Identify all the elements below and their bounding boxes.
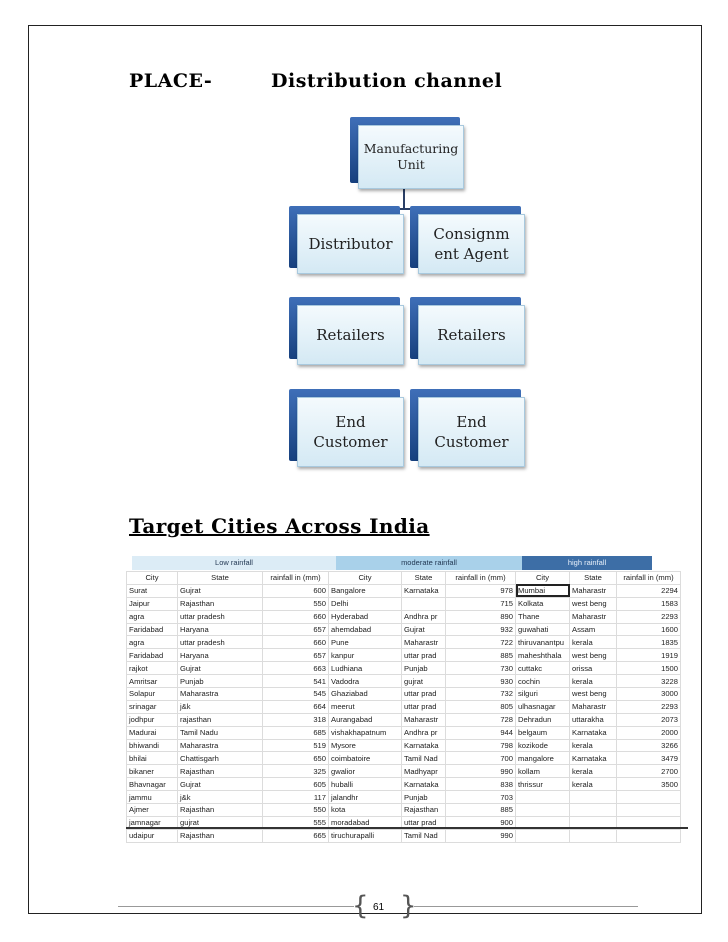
table-cell: Aurangabad [329,713,402,726]
table-cell: 885 [446,804,516,817]
table-cell: Pune [329,636,402,649]
table-cell: 2293 [617,700,681,713]
table-row [127,597,681,610]
table-cell: Gujrat [178,778,263,791]
table-cell: 550 [263,597,329,610]
table-cell: bhilai [127,752,178,765]
page-number: 61 [373,902,385,913]
table-row [127,610,681,623]
table-cell: orissa [570,662,617,675]
footer-left-bracket: { [352,891,369,921]
node-end-customer-right: End Customer [410,389,521,461]
table-cell: 555 [263,816,329,829]
table-cell: 932 [446,623,516,636]
table-cell: kerala [570,778,617,791]
table-cell: 3266 [617,739,681,752]
table-cell: bikaner [127,765,178,778]
table-cell: Ludhiana [329,662,402,675]
node-manufacturing-unit: Manufacturing Unit [350,117,460,183]
column-header: State [570,572,617,585]
table-row [127,765,681,778]
table-cell: uttar prad [402,816,446,829]
table-cell [402,597,446,610]
table-cell: 944 [446,726,516,739]
table-cell: kerala [570,765,617,778]
table-cell: 990 [446,765,516,778]
table-cell: Faridabad [127,649,178,662]
table-cell: ulhasnagar [516,700,570,713]
column-header: State [178,572,263,585]
table-cell: west beng [570,688,617,701]
table-row [127,726,681,739]
table-cell: 805 [446,700,516,713]
table-cell: 657 [263,623,329,636]
table-cell: 3000 [617,688,681,701]
table-cell: Karnataka [570,752,617,765]
table-cell: Mumbai [516,584,570,597]
table-cell: jamnagar [127,816,178,829]
table-cell: coimbatoire [329,752,402,765]
table-cell: gwalior [329,765,402,778]
table-cell: Maharastr [570,700,617,713]
table-cell: uttarakha [570,713,617,726]
table-row [127,778,681,791]
table-cell [570,829,617,842]
table-row [127,636,681,649]
table-cell: Haryana [178,623,263,636]
table-row [127,675,681,688]
table-cell: Punjab [402,662,446,675]
table-cell: 550 [263,804,329,817]
table-cell: Tamil Nadu [178,726,263,739]
table-row [127,752,681,765]
table-cell: vishakhapatnum [329,726,402,739]
table-cell: 2294 [617,584,681,597]
table-cell: 732 [446,688,516,701]
table-cell: Chattisgarh [178,752,263,765]
table-cell: gujrat [178,816,263,829]
table-cell: 1583 [617,597,681,610]
table-cell: Maharastra [178,688,263,701]
footer-line-left [118,906,354,907]
table-cell: 650 [263,752,329,765]
table-cell: uttar pradesh [178,610,263,623]
table-cell: 660 [263,636,329,649]
table-cell: agra [127,636,178,649]
table-cell: Rajasthan [178,765,263,778]
footer-line-right [414,906,638,907]
table-cell: 722 [446,636,516,649]
node-retailers-left: Retailers [289,297,400,359]
table-cell: 1835 [617,636,681,649]
table-cell: 117 [263,791,329,804]
band-moderate-rainfall: moderate rainfall [336,556,522,570]
table-cell: udaipur [127,829,178,842]
table-cell: meerut [329,700,402,713]
table-cell: Gujrat [178,662,263,675]
table-cell: Rajasthan [178,597,263,610]
table-cell: Jaipur [127,597,178,610]
table-cell: rajkot [127,662,178,675]
column-header: State [402,572,446,585]
table-cell: 600 [263,584,329,597]
table-cell: Delhi [329,597,402,610]
table-row [127,688,681,701]
table-cell: kerala [570,636,617,649]
table-cell: 1919 [617,649,681,662]
table-cell: Karnataka [402,739,446,752]
table-cell: kollam [516,765,570,778]
node-retailers-right: Retailers [410,297,521,359]
table-cell: Rajasthan [178,804,263,817]
table-cell: Surat [127,584,178,597]
table-cell: 930 [446,675,516,688]
table-cell: Tamil Nad [402,829,446,842]
column-header: City [127,572,178,585]
table-cell: uttar prad [402,700,446,713]
table-row [127,804,681,817]
table-cell: bhiwandi [127,739,178,752]
table-cell: 730 [446,662,516,675]
table-cell: Bangalore [329,584,402,597]
table-row [127,700,681,713]
table-cell: 2073 [617,713,681,726]
table-cell: 838 [446,778,516,791]
table-cell: west beng [570,597,617,610]
place-heading: PLACE- [129,70,213,92]
table-cell: belgaum [516,726,570,739]
table-cell [617,829,681,842]
table-cell: Haryana [178,649,263,662]
table-cell: Mysore [329,739,402,752]
column-header: rainfall in (mm) [617,572,681,585]
table-cell [516,791,570,804]
table-cell: 685 [263,726,329,739]
table-cell: silguri [516,688,570,701]
table-cell: Kolkata [516,597,570,610]
table-cell: 318 [263,713,329,726]
table-cell: Gujrat [178,584,263,597]
table-cell: 890 [446,610,516,623]
table-cell: Ghaziabad [329,688,402,701]
table-cell: Maharastr [402,636,446,649]
table-cell: 519 [263,739,329,752]
table-cell: jalandhr [329,791,402,804]
table-cell [570,791,617,804]
table-cell: Ajmer [127,804,178,817]
table-cell: Dehradun [516,713,570,726]
table-cell: 3479 [617,752,681,765]
table-cell: Solapur [127,688,178,701]
table-cell: Maharastr [570,584,617,597]
band-low-rainfall: Low rainfall [132,556,336,570]
table-cell: 978 [446,584,516,597]
table-cell: uttar prad [402,688,446,701]
table-cell: 3500 [617,778,681,791]
table-cell: 700 [446,752,516,765]
band-high-rainfall: high rainfall [522,556,652,570]
table-row [127,649,681,662]
table-cell: mangalore [516,752,570,765]
table-cell [516,804,570,817]
table-cell: j&k [178,700,263,713]
table-cell: agra [127,610,178,623]
column-header: City [329,572,402,585]
footer-right-bracket: } [400,891,417,921]
table-cell: west beng [570,649,617,662]
node-end-customer-left: End Customer [289,389,400,461]
table-cell: 1600 [617,623,681,636]
table-cell: Maharastra [178,739,263,752]
header-row [127,572,681,585]
table-cell: 2000 [617,726,681,739]
table-cell [516,829,570,842]
table-cell: 605 [263,778,329,791]
table-cell: cochin [516,675,570,688]
table-cell: kozikode [516,739,570,752]
node-distributor: Distributor [289,206,400,268]
table-cell: ahemdabad [329,623,402,636]
table-row [127,791,681,804]
table-row [127,739,681,752]
table-cell: 541 [263,675,329,688]
table-cell: 660 [263,610,329,623]
table-cell: Amritsar [127,675,178,688]
table-cell: cuttakc [516,662,570,675]
table-cell: 545 [263,688,329,701]
table-cell: j&k [178,791,263,804]
table-row [127,829,681,842]
table-cell: Hyderabad [329,610,402,623]
table-cell: 728 [446,713,516,726]
table-cell: kota [329,804,402,817]
table-cell: moradabad [329,816,402,829]
table-cell: 2700 [617,765,681,778]
table-cell: Madhyapr [402,765,446,778]
column-header: City [516,572,570,585]
table-cell: jammu [127,791,178,804]
table-cell: Maharastr [402,713,446,726]
table-cell: guwahati [516,623,570,636]
table-cell [570,804,617,817]
connector-trunk [403,186,405,210]
table-cell: Thane [516,610,570,623]
table-cell: kerala [570,739,617,752]
table-cell: huballi [329,778,402,791]
table-cell: Maharastr [570,610,617,623]
table-cell: Karnataka [402,584,446,597]
table-cell: srinagar [127,700,178,713]
table-cell: Bhavnagar [127,778,178,791]
table-cell: 900 [446,816,516,829]
column-header: rainfall in (mm) [446,572,516,585]
table-cell: Andhra pr [402,726,446,739]
table-cell: 663 [263,662,329,675]
sheet-bottom-border [126,827,688,829]
table-cell: Gujrat [402,623,446,636]
table-cell [617,791,681,804]
target-cities-heading: Target Cities Across India [129,514,430,538]
table-cell: tiruchurapalli [329,829,402,842]
table-row [127,584,681,597]
table-cell: kerala [570,675,617,688]
table-cell: 990 [446,829,516,842]
table-cell: 715 [446,597,516,610]
node-consignment-agent: Consignm ent Agent [410,206,521,268]
table-cell: 665 [263,829,329,842]
table-cell: Rajasthan [178,829,263,842]
table-cell: kanpur [329,649,402,662]
table-cell: 657 [263,649,329,662]
table-cell: thiruvanantpu [516,636,570,649]
table-cell: thrissur [516,778,570,791]
table-cell: 3228 [617,675,681,688]
table-cell: Tamil Nad [402,752,446,765]
table-cell: 1500 [617,662,681,675]
table-cell: 325 [263,765,329,778]
table-row [127,662,681,675]
table-cell: rajasthan [178,713,263,726]
table-cell: maheshthala [516,649,570,662]
table-cell: Madurai [127,726,178,739]
table-cell: Assam [570,623,617,636]
table-cell: gujrat [402,675,446,688]
table-cell: 798 [446,739,516,752]
table-row [127,713,681,726]
table-cell: Karnataka [570,726,617,739]
table-cell: Punjab [178,675,263,688]
table-cell: 703 [446,791,516,804]
rainfall-table [126,571,681,843]
table-cell: uttar pradesh [178,636,263,649]
table-cell: 664 [263,700,329,713]
table-cell: Vadodra [329,675,402,688]
table-cell: 885 [446,649,516,662]
column-header: rainfall in (mm) [263,572,329,585]
table-cell: Punjab [402,791,446,804]
table-cell: uttar prad [402,649,446,662]
table-cell [617,804,681,817]
table-cell: Andhra pr [402,610,446,623]
table-cell: Karnataka [402,778,446,791]
table-cell: Rajasthan [402,804,446,817]
table-cell: jodhpur [127,713,178,726]
table-cell: 2293 [617,610,681,623]
table-cell: Faridabad [127,623,178,636]
distribution-heading: Distribution channel [271,70,503,92]
table-row [127,623,681,636]
